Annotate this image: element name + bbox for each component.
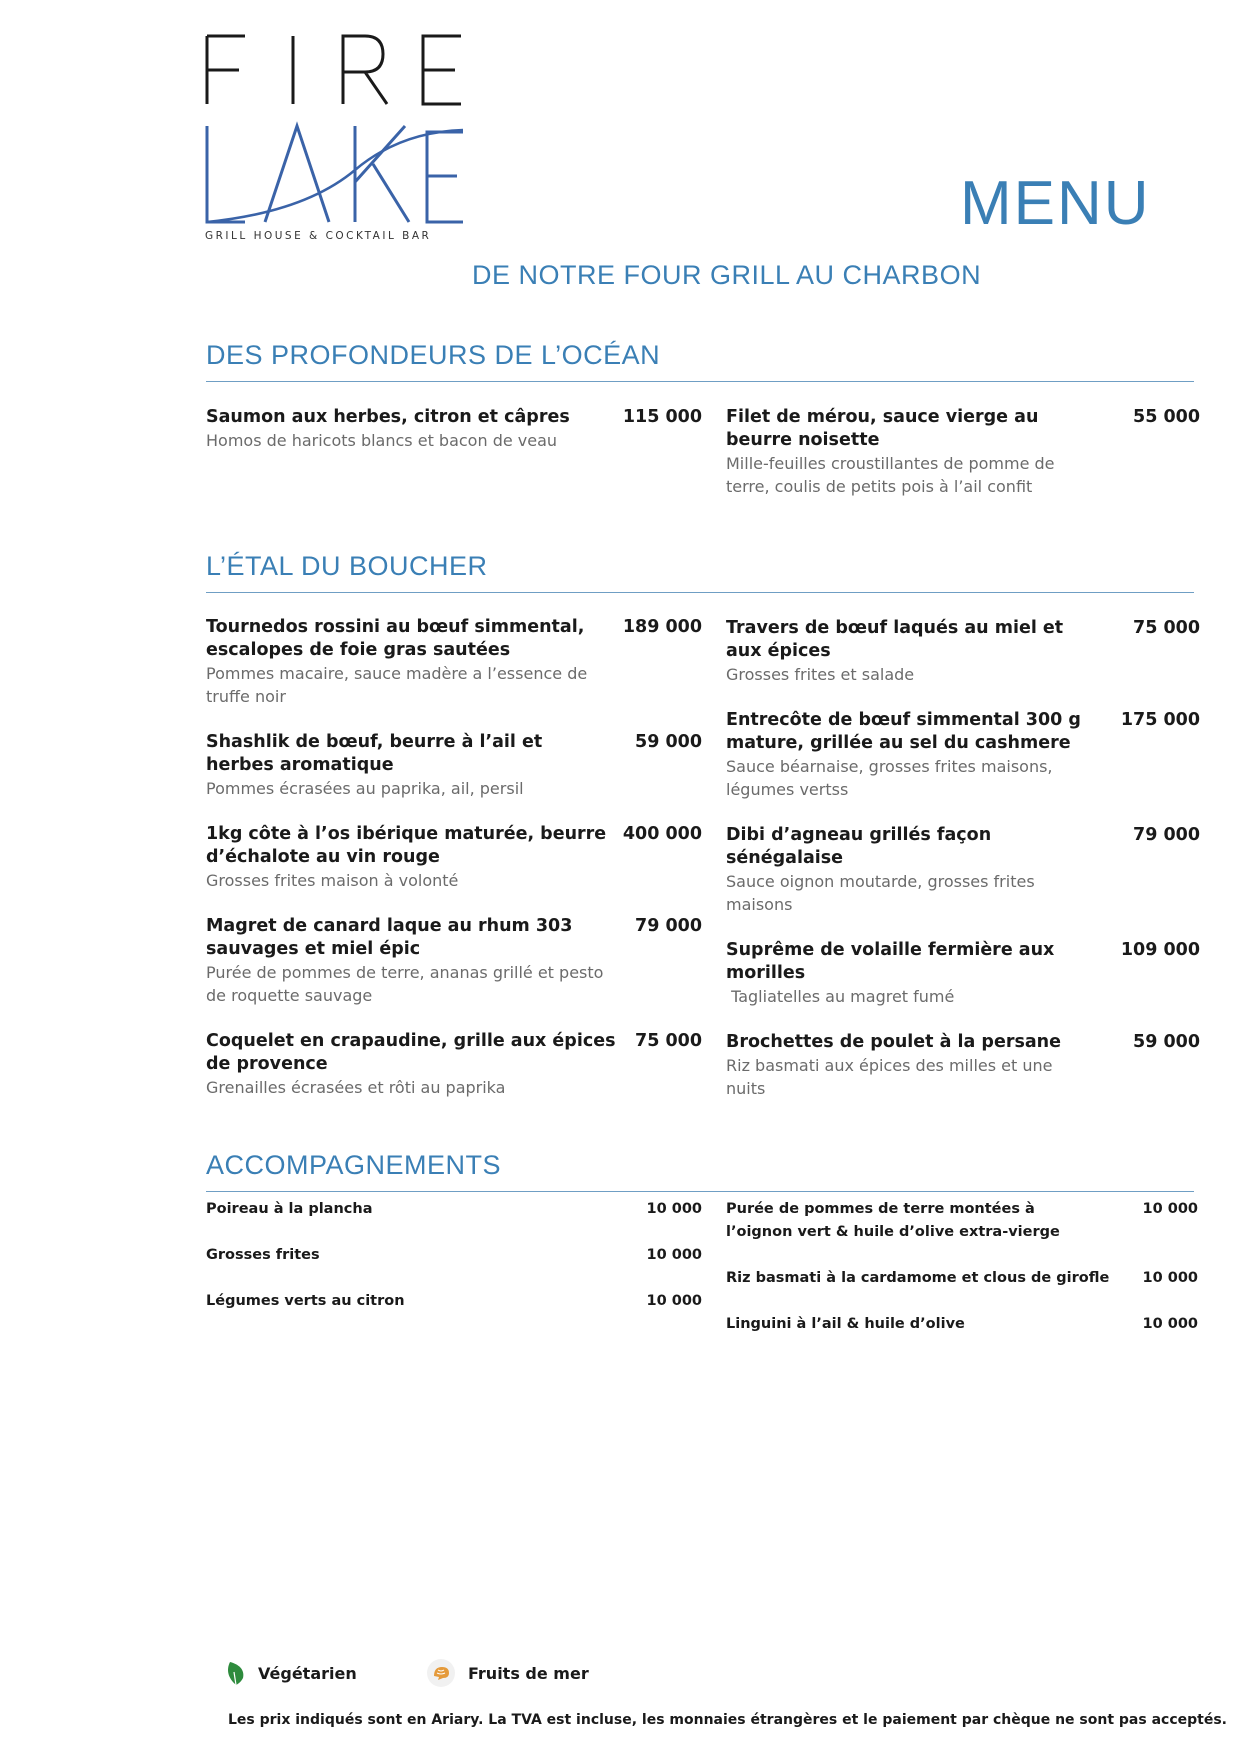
item-price: 75 000 [635, 1031, 702, 1051]
side-item [206, 1198, 702, 1221]
menu-item [726, 406, 1200, 498]
section-divider [206, 1191, 1194, 1192]
item-name: Poireau à la plancha [206, 1201, 373, 1217]
menu-subtitle: DE NOTRE FOUR GRILL AU CHARBON [472, 260, 982, 290]
item-price: 10 000 [646, 1293, 702, 1309]
legend-vegetarian [226, 1658, 357, 1688]
item-name: Shashlik de bœuf, beurre à l’ail et herbes aromatique [206, 732, 543, 775]
brand-logo [205, 34, 467, 244]
item-name: Suprême de volaille fermière aux morilles [726, 940, 1055, 983]
item-description: Grosses frites et salade [726, 665, 915, 684]
side-item [206, 1244, 702, 1267]
item-name: Brochettes de poulet à la persane [726, 1032, 1062, 1052]
item-price: 10 000 [1142, 1316, 1198, 1332]
item-description: Sauce oignon moutarde, grosses frites maisons [726, 872, 1035, 914]
item-description: Riz basmati aux épices des milles et une nuits [726, 1056, 1053, 1098]
menu-item [206, 406, 702, 452]
legend-label: Végétarien [258, 1663, 357, 1683]
item-price: 109 000 [1120, 940, 1200, 960]
item-name: Tournedos rossini au bœuf simmental, escalopes de foie gras sautées [206, 617, 585, 660]
item-price: 10 000 [646, 1247, 702, 1263]
section-divider [206, 592, 1194, 593]
item-name: Purée de pommes de terre montées à l’oignon vert & huile d’olive extra-vierge [726, 1201, 1060, 1240]
legend-label: Fruits de mer [468, 1663, 589, 1683]
item-name: Saumon aux herbes, citron et câpres [206, 407, 570, 427]
item-name: Magret de canard laque au rhum 303 sauvages et miel épic [206, 916, 573, 959]
side-item [206, 1290, 702, 1313]
menu-item [726, 617, 1200, 686]
item-name: Travers de bœuf laqués au miel et aux épices [726, 618, 1064, 661]
leaf-icon [226, 1660, 246, 1686]
menu-item [726, 1031, 1200, 1100]
menu-item [726, 939, 1200, 1008]
brand-tagline: GRILL HOUSE & COCKTAIL BAR [205, 230, 432, 242]
footnote: Les prix indiqués sont en Ariary. La TVA est incluse, les monnaies étrangères et le paiement par chèque ne sont pas acceptés. [228, 1712, 1227, 1728]
item-price: 59 000 [1133, 1032, 1200, 1052]
item-description: Mille-feuilles croustillantes de pomme de terre, coulis de petits pois à l’ail confit [726, 454, 1055, 496]
menu-item [206, 823, 702, 892]
menu-item [726, 824, 1200, 916]
menu-item [206, 616, 702, 708]
item-description: Grosses frites maison à volonté [206, 871, 459, 890]
menu-item [206, 915, 702, 1007]
shrimp-icon [426, 1658, 456, 1688]
item-description: Grenailles écrasées et rôti au paprika [206, 1078, 506, 1097]
side-item [726, 1267, 1198, 1290]
item-price: 400 000 [622, 824, 702, 844]
item-price: 79 000 [1133, 825, 1200, 845]
menu-item [206, 731, 702, 800]
section-title-accompagnements: ACCOMPAGNEMENTS [206, 1150, 502, 1180]
logo-fire-wordmark [205, 34, 463, 106]
item-description: Homos de haricots blancs et bacon de veau [206, 431, 558, 450]
item-description: Purée de pommes de terre, ananas grillé et pesto de roquette sauvage [206, 963, 604, 1005]
item-price: 59 000 [635, 732, 702, 752]
section-title-ocean: DES PROFONDEURS DE L’OCÉAN [206, 340, 661, 370]
item-price: 189 000 [622, 617, 702, 637]
item-price: 10 000 [1142, 1201, 1198, 1217]
item-description: Sauce béarnaise, grosses frites maisons, légumes vertss [726, 757, 1053, 799]
item-description: Tagliatelles au magret fumé [726, 987, 955, 1006]
item-description: Pommes macaire, sauce madère a l’essence de truffe noir [206, 664, 588, 706]
item-name: 1kg côte à l’os ibérique maturée, beurre d’échalote au vin rouge [206, 824, 607, 867]
item-name: Filet de mérou, sauce vierge au beurre noisette [726, 407, 1039, 450]
menu-item [726, 709, 1200, 801]
logo-lake-wordmark [205, 120, 467, 232]
menu-item [206, 1030, 702, 1099]
item-price: 10 000 [1142, 1270, 1198, 1286]
section-title-boucher: L’ÉTAL DU BOUCHER [206, 551, 488, 581]
item-price: 79 000 [635, 916, 702, 936]
item-name: Légumes verts au citron [206, 1293, 405, 1309]
item-description: Pommes écrasées au paprika, ail, persil [206, 779, 524, 798]
item-name: Coquelet en crapaudine, grille aux épices de provence [206, 1031, 616, 1074]
menu-title: MENU [960, 169, 1151, 238]
item-price: 75 000 [1133, 618, 1200, 638]
side-item [726, 1313, 1198, 1336]
item-price: 115 000 [622, 407, 702, 427]
item-name: Linguini à l’ail & huile d’olive [726, 1316, 965, 1332]
side-item [726, 1198, 1198, 1244]
item-name: Riz basmati à la cardamome et clous de girofle [726, 1270, 1110, 1286]
item-name: Dibi d’agneau grillés façon sénégalaise [726, 825, 992, 868]
section-divider [206, 381, 1194, 382]
item-price: 175 000 [1120, 710, 1200, 730]
item-name: Entrecôte de bœuf simmental 300 g mature, grillée au sel du cashmere [726, 710, 1081, 753]
item-price: 10 000 [646, 1201, 702, 1217]
item-name: Grosses frites [206, 1247, 320, 1263]
item-price: 55 000 [1133, 407, 1200, 427]
legend-seafood [426, 1658, 589, 1688]
